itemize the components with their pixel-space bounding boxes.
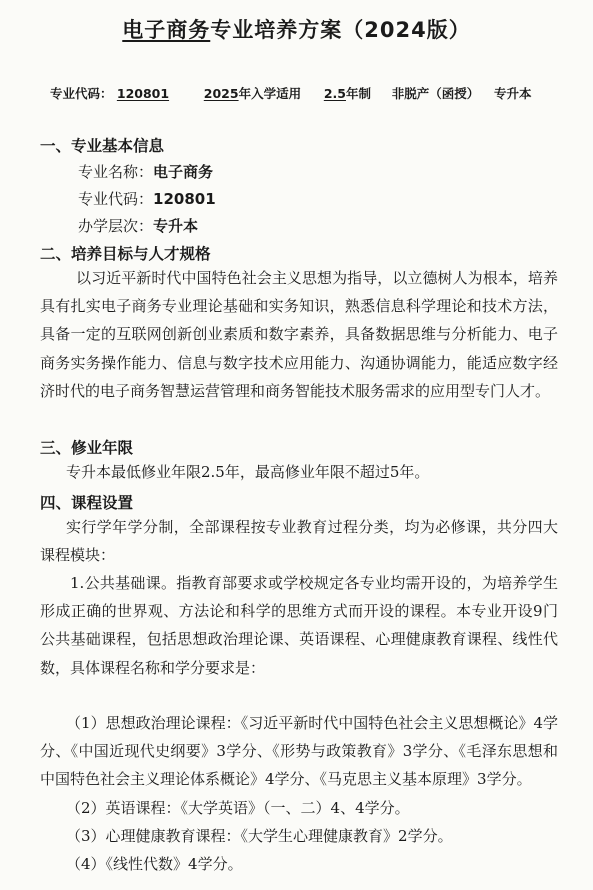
section4-heading: 四、课程设置 (40, 494, 134, 512)
course-item-2: （2）英语课程：《大学英语》（一、二）4、4学分。 (66, 799, 410, 817)
meta-mode: 非脱产（函授） (391, 86, 480, 101)
major-name-row (78, 161, 213, 182)
meta-duration-value: 2.5 (323, 86, 346, 101)
section4-intro: 实行学年学分制，全部课程按专业教育过程分类，均为必修课，共分四大课程模块： (40, 518, 558, 565)
section3-heading: 三、修业年限 (40, 439, 134, 457)
course-item-3: （3）心理健康教育课程：《大学生心理健康教育》2学分。 (66, 827, 453, 845)
program-meta-line (50, 84, 570, 102)
title-rest: 专业培养方案（2024版） (210, 18, 471, 42)
section2-body: 以习近平新时代中国特色社会主义思想为指导，以立德树人为根本，培养具有扎实电子商务专业理论基础和实务知识，熟悉信息科学理论和技术方法，具备一定的互联网创新创业素质和数字素养，具备数据思维与分析能力、电子商务实务操作能力、信息与数字技术应用能力、沟通协调能力，能适应数字经济时代的电子商务智慧运营管理和商务智能技术服务需求的应用型专门人才。 (40, 269, 558, 400)
meta-year-suffix: 年入学适用 (238, 86, 302, 101)
meta-duration-suffix: 年制 (345, 86, 371, 101)
meta-year-value: 2025 (203, 86, 239, 101)
section1-heading: 一、专业基本信息 (40, 137, 165, 155)
course-item-1: （1）思想政治理论课程：《习近平新时代中国特色社会主义思想概论》4学分、《中国近现代史纲要》3学分、《形势与政策教育》3学分、《毛泽东思想和中国特色社会主义理论体系概论》4学分、《马克思主义基本原理》3学分。 (40, 714, 558, 789)
meta-level: 专升本 (493, 86, 532, 101)
major-level-value: 专升本 (153, 217, 199, 235)
course-item-4: （4）《线性代数》4学分。 (66, 855, 243, 873)
major-level-label: 办学层次： (78, 217, 154, 235)
meta-code-value: 120801 (116, 86, 170, 101)
section3-body: 专升本最低修业年限2.5年，最高修业年限不超过5年。 (66, 463, 430, 481)
major-code-label: 专业代码： (78, 190, 154, 208)
meta-code-label: 专业代码： (50, 86, 113, 101)
major-level-row (78, 215, 198, 236)
title-major: 电子商务 (122, 18, 211, 42)
major-name-label: 专业名称： (78, 163, 154, 181)
major-code-value: 120801 (153, 190, 216, 208)
major-name-value: 电子商务 (153, 163, 214, 181)
major-code-row (78, 188, 216, 209)
document-title (0, 14, 593, 44)
public-courses-paragraph: 1.公共基础课。指教育部要求或学校规定各专业均需开设的，为培养学生形成正确的世界观、方法论和科学的思维方式而开设的课程。本专业开设9门公共基础课程，包括思想政治理论课、英语课程、心理健康教育课程、线性代数，具体课程名称和学分要求是： (40, 574, 558, 677)
section2-heading: 二、培养目标与人才规格 (40, 245, 211, 263)
